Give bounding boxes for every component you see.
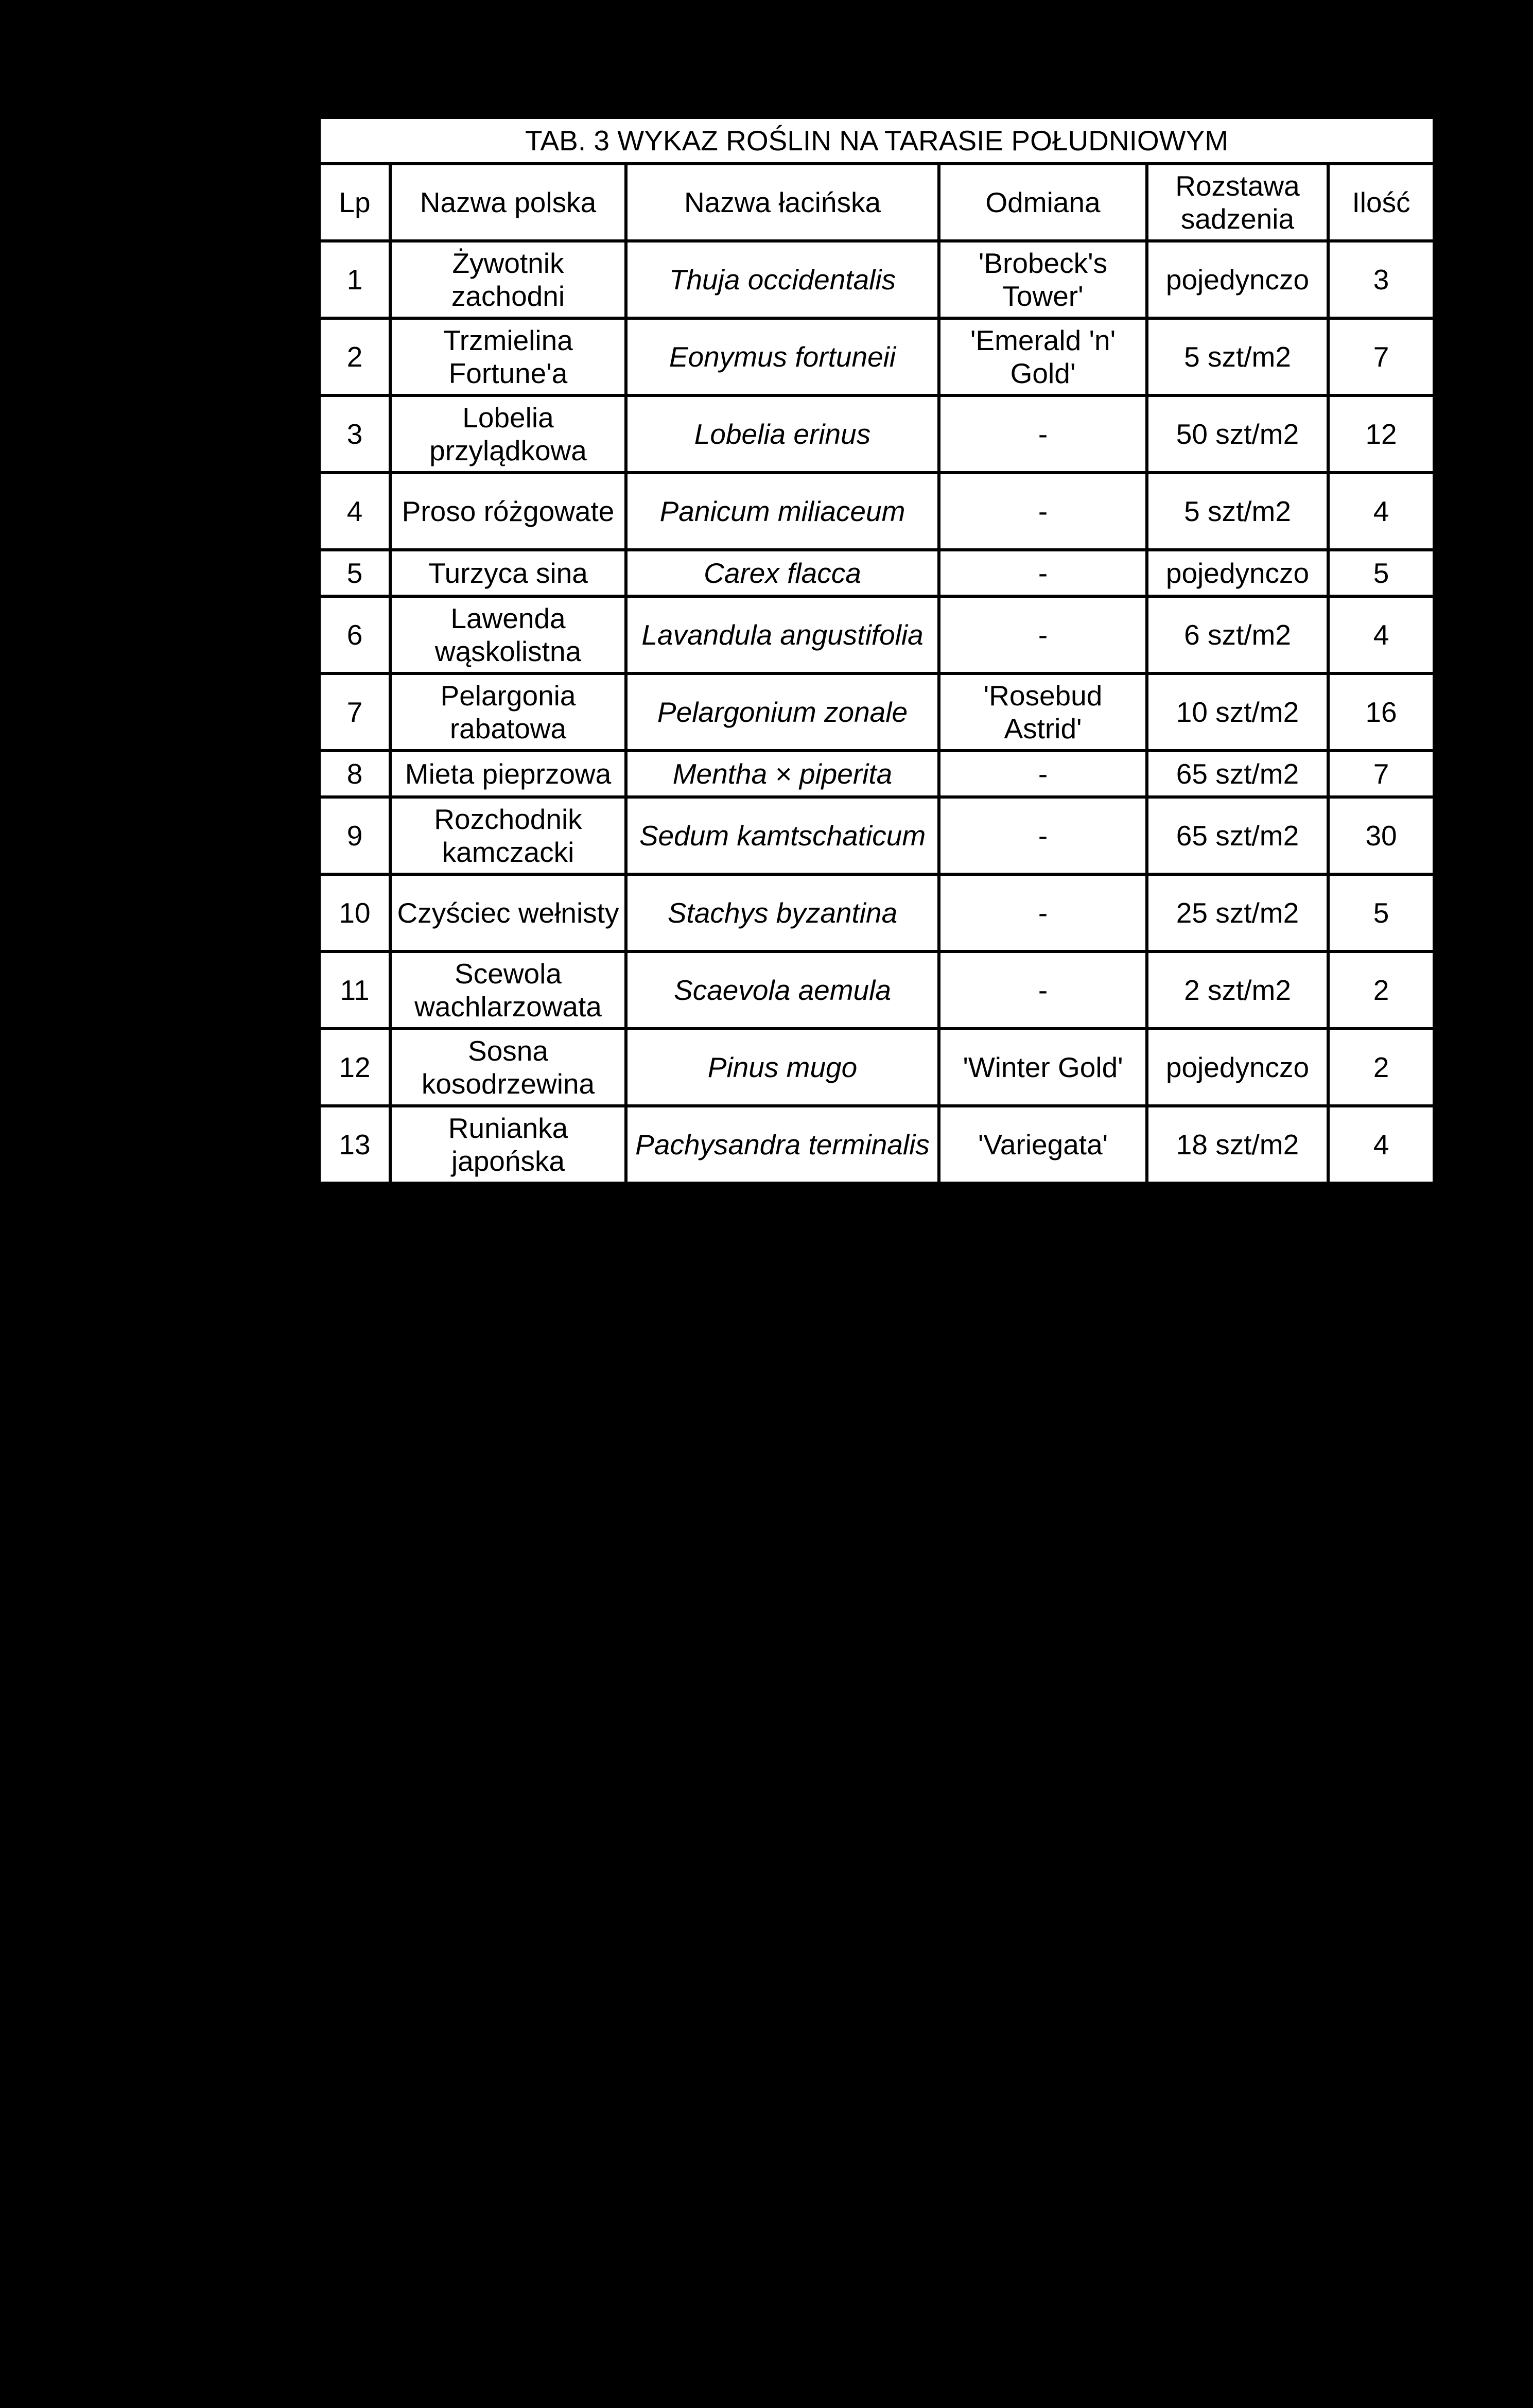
table-row	[319, 797, 1434, 874]
cell-variety: 'Variegata'	[939, 1106, 1147, 1183]
table-row	[319, 550, 1434, 596]
table-row	[319, 951, 1434, 1029]
cell-quantity: 7	[1328, 318, 1434, 395]
table-row	[319, 395, 1434, 473]
cell-spacing: 65 szt/m2	[1147, 797, 1328, 874]
cell-spacing: 2 szt/m2	[1147, 951, 1328, 1029]
cell-latin-name: Panicum miliaceum	[626, 473, 939, 550]
table-row	[319, 473, 1434, 550]
cell-polish-name: Trzmielina Fortune'a	[390, 318, 626, 395]
cell-quantity: 4	[1328, 1106, 1434, 1183]
cell-quantity: 7	[1328, 751, 1434, 797]
cell-polish-name: Rozchodnik kamczacki	[390, 797, 626, 874]
cell-quantity: 3	[1328, 241, 1434, 318]
header-lp: Lp	[319, 164, 390, 241]
table-row	[319, 1106, 1434, 1183]
cell-spacing: 65 szt/m2	[1147, 751, 1328, 797]
header-latin-name: Nazwa łacińska	[626, 164, 939, 241]
cell-quantity: 2	[1328, 951, 1434, 1029]
cell-variety: -	[939, 797, 1147, 874]
cell-variety: -	[939, 874, 1147, 951]
cell-latin-name: Lobelia erinus	[626, 395, 939, 473]
cell-quantity: 2	[1328, 1029, 1434, 1106]
cell-spacing: 10 szt/m2	[1147, 673, 1328, 751]
table-row	[319, 318, 1434, 395]
cell-spacing: 5 szt/m2	[1147, 473, 1328, 550]
cell-spacing: 6 szt/m2	[1147, 596, 1328, 673]
cell-quantity: 16	[1328, 673, 1434, 751]
cell-latin-name: Sedum kamtschaticum	[626, 797, 939, 874]
cell-latin-name: Carex flacca	[626, 550, 939, 596]
header-quantity: Ilość	[1328, 164, 1434, 241]
cell-lp: 5	[319, 550, 390, 596]
cell-lp: 2	[319, 318, 390, 395]
cell-latin-name: Scaevola aemula	[626, 951, 939, 1029]
cell-polish-name: Runianka japońska	[390, 1106, 626, 1183]
cell-spacing: 50 szt/m2	[1147, 395, 1328, 473]
cell-variety: -	[939, 596, 1147, 673]
cell-latin-name: Pachysandra terminalis	[626, 1106, 939, 1183]
cell-variety: -	[939, 751, 1147, 797]
table-title-row	[319, 117, 1434, 164]
cell-spacing: pojedynczo	[1147, 550, 1328, 596]
cell-quantity: 5	[1328, 874, 1434, 951]
table-row	[319, 874, 1434, 951]
cell-lp: 9	[319, 797, 390, 874]
header-spacing: Rozstawa sadzenia	[1147, 164, 1328, 241]
cell-variety: -	[939, 395, 1147, 473]
cell-polish-name: Lobelia przylądkowa	[390, 395, 626, 473]
cell-latin-name: Pinus mugo	[626, 1029, 939, 1106]
cell-latin-name: Mentha × piperita	[626, 751, 939, 797]
cell-latin-name: Thuja occidentalis	[626, 241, 939, 318]
header-variety: Odmiana	[939, 164, 1147, 241]
cell-lp: 3	[319, 395, 390, 473]
cell-variety: -	[939, 550, 1147, 596]
cell-polish-name: Sosna kosodrzewina	[390, 1029, 626, 1106]
plant-list-table	[318, 116, 1436, 1185]
cell-variety: 'Brobeck's Tower'	[939, 241, 1147, 318]
table-row	[319, 751, 1434, 797]
cell-polish-name: Turzyca sina	[390, 550, 626, 596]
table-row	[319, 241, 1434, 318]
cell-spacing: 18 szt/m2	[1147, 1106, 1328, 1183]
cell-spacing: pojedynczo	[1147, 241, 1328, 318]
cell-latin-name: Pelargonium zonale	[626, 673, 939, 751]
table-row	[319, 596, 1434, 673]
cell-lp: 13	[319, 1106, 390, 1183]
cell-variety: -	[939, 473, 1147, 550]
cell-lp: 8	[319, 751, 390, 797]
cell-quantity: 4	[1328, 473, 1434, 550]
cell-polish-name: Proso różgowate	[390, 473, 626, 550]
table-title: TAB. 3 WYKAZ ROŚLIN NA TARASIE POŁUDNIOWYM	[319, 117, 1434, 164]
cell-latin-name: Lavandula angustifolia	[626, 596, 939, 673]
cell-polish-name: Scewola wachlarzowata	[390, 951, 626, 1029]
cell-lp: 4	[319, 473, 390, 550]
cell-lp: 6	[319, 596, 390, 673]
cell-variety: -	[939, 951, 1147, 1029]
cell-latin-name: Eonymus fortuneii	[626, 318, 939, 395]
cell-polish-name: Mieta pieprzowa	[390, 751, 626, 797]
cell-polish-name: Żywotnik zachodni	[390, 241, 626, 318]
cell-spacing: 25 szt/m2	[1147, 874, 1328, 951]
cell-latin-name: Stachys byzantina	[626, 874, 939, 951]
cell-variety: 'Winter Gold'	[939, 1029, 1147, 1106]
cell-polish-name: Lawenda wąskolistna	[390, 596, 626, 673]
table-header-row	[319, 164, 1434, 241]
cell-variety: 'Emerald 'n' Gold'	[939, 318, 1147, 395]
cell-lp: 1	[319, 241, 390, 318]
cell-spacing: 5 szt/m2	[1147, 318, 1328, 395]
table-row	[319, 673, 1434, 751]
cell-lp: 10	[319, 874, 390, 951]
table-row	[319, 1029, 1434, 1106]
cell-lp: 12	[319, 1029, 390, 1106]
cell-spacing: pojedynczo	[1147, 1029, 1328, 1106]
cell-quantity: 4	[1328, 596, 1434, 673]
cell-variety: 'Rosebud Astrid'	[939, 673, 1147, 751]
cell-polish-name: Pelargonia rabatowa	[390, 673, 626, 751]
cell-quantity: 5	[1328, 550, 1434, 596]
cell-quantity: 30	[1328, 797, 1434, 874]
cell-polish-name: Czyściec wełnisty	[390, 874, 626, 951]
cell-quantity: 12	[1328, 395, 1434, 473]
cell-lp: 7	[319, 673, 390, 751]
header-polish-name: Nazwa polska	[390, 164, 626, 241]
cell-lp: 11	[319, 951, 390, 1029]
